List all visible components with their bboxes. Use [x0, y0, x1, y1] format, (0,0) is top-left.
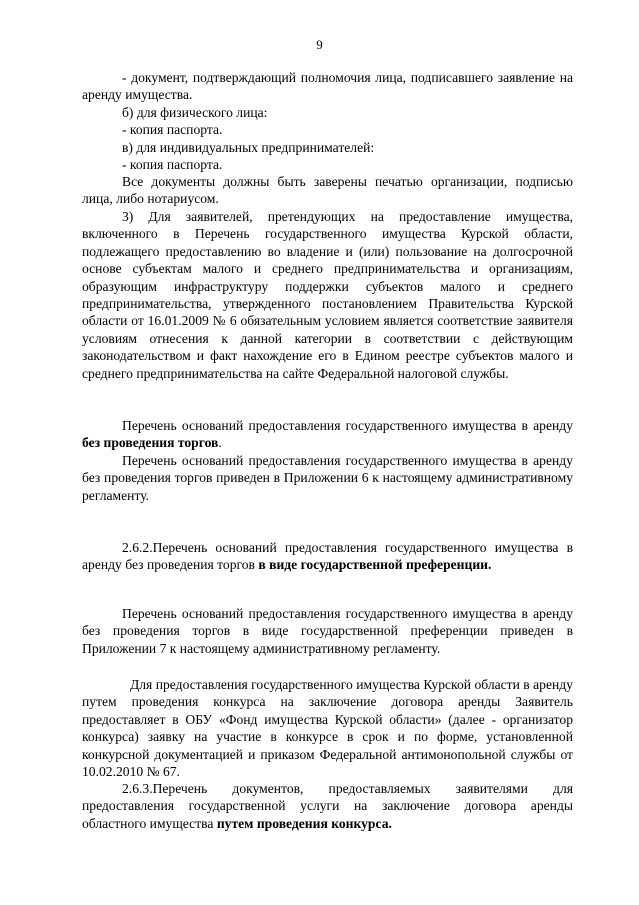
section-2-6-3-heading	[82, 780, 573, 832]
section-2-6-2-text: 2.6.2.Перечень оснований предоставления государственного имущества в аренду без проведения торгов	[82, 540, 573, 573]
paragraph-no-tender-text: Перечень оснований предоставления государственного имущества в аренду	[122, 418, 573, 433]
section-2-6-2-heading	[82, 539, 573, 574]
paragraph-applicant-conditions: 3) Для заявителей, претендующих на предоставление имущества, включенного в Перечень государственного имущества Курской области, подлежащего предоставлению во владение и (или) пользование на долгосрочной основе субъектам малого и среднего предпринимательства и организациям, образующим инфраструктуру поддержки субъектов малого и среднего предпринимательства, утвержденного постановлением Правительства Курской области от 16.01.2009 № 6 обязательным условием является соответствие заявителя условиям отнесения к данной категории в соответствии с действующим законодательством и факт нахождение его в Едином реестре субъектов малого и среднего предпринимательства на сайте Федеральной налоговой службы.	[82, 209, 573, 381]
section-2-6-3-bold: путем проведения конкурса.	[216, 815, 392, 831]
section-2-6-2-bold: в виде государственной преференции.	[258, 557, 492, 573]
paragraph-preference-appendix: Перечень оснований предоставления государственного имущества в аренду без проведения торгов в виде государственной преференции приведен в Приложении 7 к настоящему административному регламенту.	[82, 606, 573, 656]
paragraph-no-tender-appendix: Перечень оснований предоставления государственного имущества в аренду без проведения торгов приведен в Приложении 6 к настоящему административному регламенту.	[82, 453, 573, 503]
paragraph-entrepreneur-heading: в) для индивидуальных предпринимателей:	[122, 140, 375, 155]
section-2-6-3-text: 2.6.3.Перечень документов, предоставляемых заявителями для предоставления государственной услуги на заключение договора аренды областного имущества	[82, 781, 573, 831]
paragraph-certification: Все документы должны быть заверены печатью организации, подписью лица, либо нотариусом.	[82, 174, 573, 207]
page-number: 9	[316, 37, 323, 52]
paragraph-no-tender-heading	[82, 417, 573, 452]
paragraph-tender-application: Для предоставления государственного имущества Курской области в аренду путем проведения конкурса на заключение договора аренды Заявитель предоставляет в ОБУ «Фонд имущества Курской области» (далее - организатор конкурса) заявку на участие в конкурсе в срок и по форме, установленной конкурсной документацией и приказом Федеральной антимонопольной службы от 10.02.2010 № 67.	[82, 677, 573, 780]
paragraph-no-tender-end: .	[218, 435, 222, 451]
paragraph-individual-heading: б) для физического лица:	[122, 105, 268, 120]
paragraph-passport-copy-1: - копия паспорта.	[122, 122, 223, 137]
paragraph-passport-copy-2: - копия паспорта.	[122, 157, 223, 172]
paragraph-no-tender-bold: без проведения торгов	[82, 435, 219, 451]
paragraph-authority-document: - документ, подтверждающий полномочия лица, подписавшего заявление на аренду имущества.	[82, 70, 573, 103]
